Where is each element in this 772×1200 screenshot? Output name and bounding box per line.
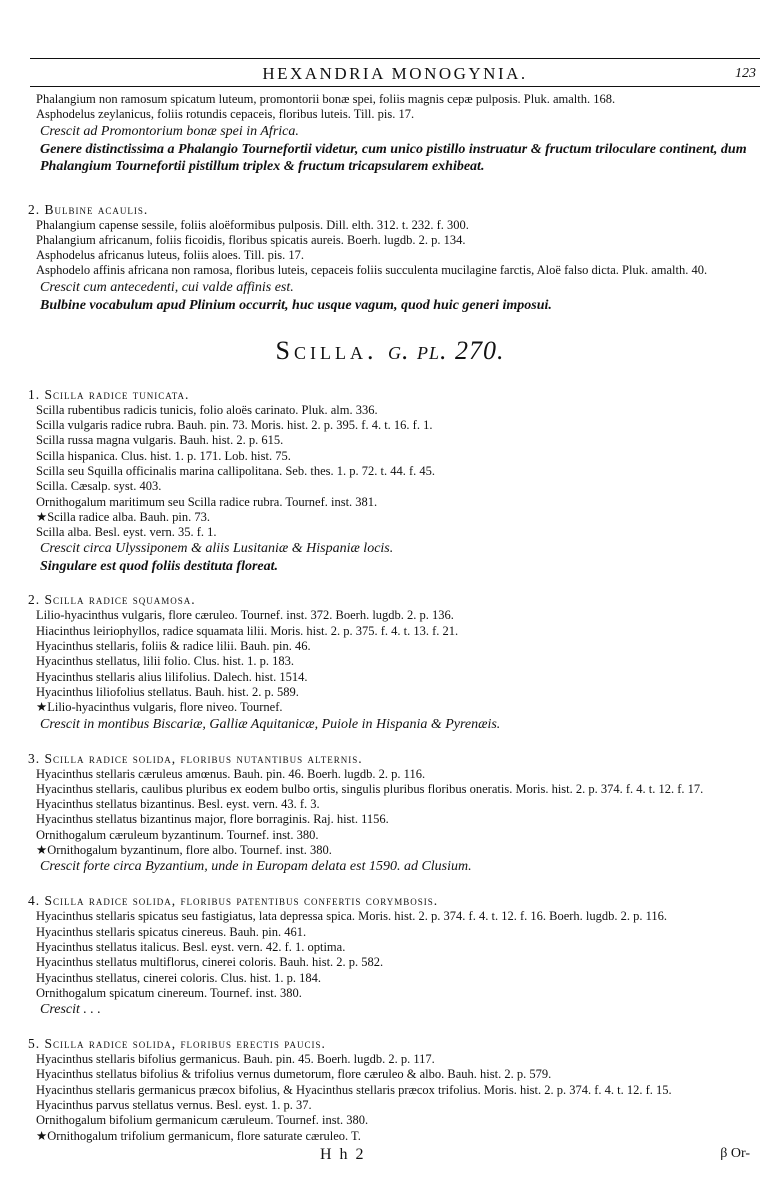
synonym-line: Asphodelus africanus luteus, foliis aloes. Till. pis. 17.: [36, 248, 305, 263]
entry-heading: 5. Scilla radice solida, floribus erectis paucis.: [28, 1036, 326, 1052]
synonym-line: Scilla russa magna vulgaris. Bauh. hist. 2. p. 615.: [36, 433, 284, 448]
synonym-line: Hyacinthus stellaris bifolius germanicus. Bauh. pin. 45. Boerh. lugdb. 2. p. 117.: [36, 1052, 435, 1067]
synonym-line: Scilla vulgaris radice rubra. Bauh. pin. 73. Moris. hist. 2. p. 395. f. 4. t. 16. f. 1.: [36, 418, 433, 433]
entry-heading: 2. Scilla radice squamosa.: [28, 592, 196, 608]
synonym-line: Hyacinthus liliofolius stellatus. Bauh. hist. 2. p. 589.: [36, 684, 299, 699]
note-line: Singulare est quod foliis destituta floreat.: [40, 559, 279, 575]
habitat-line: Crescit ad Promontorium bonæ spei in Africa.: [40, 123, 299, 139]
synonym-line: Phalangium capense sessile, foliis aloëformibus pulposis. Dill. elth. 312. t. 232. f. 300.: [36, 217, 469, 232]
synonym-line: Hyacinthus stellatus, lilii folio. Clus. hist. 1. p. 183.: [36, 654, 294, 669]
entry-bulbine: [30, 201, 750, 314]
entry-scilla-2: [30, 591, 750, 733]
synonym-line: Asphodelus zeylanicus, foliis rotundis cepaceis, floribus luteis. Till. pis. 17.: [36, 107, 415, 122]
entry-scilla-1: [30, 386, 750, 576]
synonym-line: ★Ornithogalum trifolium germanicum, flore saturate cæruleo. T.: [36, 1128, 361, 1143]
note-line: Bulbine vocabulum apud Plinium occurrit, huc usque vagum, quod huic generi imposui.: [40, 297, 552, 313]
habitat-line: Crescit in montibus Biscariæ, Galliæ Aquitanicæ, Puiole in Hispania & Pyrenæis.: [40, 716, 501, 732]
synonym-line: Phalangium africanum, foliis ficoidis, floribus spicatis aureis. Boerh. lugdb. 2. p. 134.: [36, 232, 466, 247]
synonym-line: Hyacinthus stellaris, foliis & radice lilii. Bauh. pin. 46.: [36, 639, 311, 654]
synonym-line: Ornithogalum spicatum cinereum. Tournef. inst. 380.: [36, 985, 302, 1000]
page-number: 123: [735, 66, 756, 81]
synonym-line: Ornithogalum cæruleum byzantinum. Tournef. inst. 380.: [36, 827, 319, 842]
page-header: [30, 60, 760, 87]
synonym-line: Lilio-hyacinthus vulgaris, flore cæruleo. Tournef. inst. 372. Boerh. lugdb. 2. p. 136.: [36, 608, 454, 623]
header-top-rule: [30, 58, 760, 59]
synonym-line: ★Ornithogalum byzantinum, flore albo. Tournef. inst. 380.: [36, 843, 332, 858]
synonym-line: Phalangium non ramosum spicatum luteum, promontorii bonæ spei, foliis magnis cepæ pulposis. Pluk. amalth. 168.: [36, 92, 616, 106]
synonym-line: Hyacinthus stellaris germanicus præcox bifolius, & Hyacinthus stellaris præcox trifolius. Moris. hist. 2. p. 374. f. 4. t. 12. f. 15.: [36, 1082, 672, 1097]
entry-scilla-5: [30, 1035, 750, 1144]
synonym-line: ★Scilla radice alba. Bauh. pin. 73.: [36, 509, 211, 524]
synonym-line: Hyacinthus stellaris, caulibus pluribus ex eodem bulbo ortis, singulis pluribus floribus oneratis. Moris. hist. 2. p. 374. f. 4. t. 12. f. 17.: [36, 781, 704, 796]
running-head: HEXANDRIA MONOGYNIA.: [262, 64, 528, 83]
synonym-line: Scilla. Cæsalp. syst. 403.: [36, 479, 162, 494]
entry-heading: 4. Scilla radice solida, floribus patentibus confertis corymbosis.: [28, 893, 439, 909]
synonym-line: Hyacinthus stellaris alius lilifolius. Dalech. hist. 1514.: [36, 669, 308, 684]
synonym-line: Hyacinthus parvus stellatus vernus. Besl. eyst. 1. p. 37.: [36, 1097, 312, 1112]
habitat-line: Crescit . . .: [40, 1002, 101, 1018]
synonym-line: ★Lilio-hyacinthus vulgaris, flore niveo. Tournef.: [36, 700, 283, 715]
synonym-line: Scilla alba. Besl. eyst. vern. 35. f. 1.: [36, 525, 217, 540]
habitat-line: Crescit forte circa Byzantium, unde in Europam delata est 1590. ad Clusium.: [40, 859, 472, 875]
page-content: [30, 92, 750, 1144]
signature-mark: H h 2: [320, 1146, 366, 1163]
genus-title: [30, 336, 750, 366]
synonym-line: Hyacinthus stellatus bizantinus. Besl. eyst. vern. 43. f. 3.: [36, 797, 320, 812]
synonym-line: Scilla hispanica. Clus. hist. 1. p. 171. Lob. hist. 75.: [36, 448, 291, 463]
note-line: Genere distinctissima a Phalangio Tournefortii videtur, cum unico pistillo instruatur & fructum triloculare continent, dum Phalangium Tournefortii pistillum triplex & fructum tricapsularem exhibeat.: [40, 141, 747, 174]
entry-heading: 3. Scilla radice solida, floribus nutantibus alternis.: [28, 750, 363, 766]
habitat-line: Crescit circa Ulyssiponem & aliis Lusitaniæ & Hispaniæ locis.: [40, 541, 394, 557]
synonym-line: Scilla rubentibus radicis tunicis, folio aloës carinato. Pluk. alm. 336.: [36, 402, 378, 417]
synonym-line: Ornithogalum maritimum seu Scilla radice rubra. Tournef. inst. 381.: [36, 494, 378, 509]
entry-heading: 2. Bulbine acaulis.: [28, 201, 149, 217]
catchword: β Or-: [720, 1146, 750, 1161]
synonym-line: Scilla seu Squilla officinalis marina callipolitana. Seb. thes. 1. p. 72. t. 44. f. 45.: [36, 463, 436, 478]
synonym-line: Hyacinthus stellatus bifolius & trifolius vernus dumetorum, flore cæruleo & albo. Bauh. hist. 2. p. 579.: [36, 1067, 552, 1082]
synonym-line: Hyacinthus stellaris spicatus seu fastigiatus, lata depressa spica. Moris. hist. 2. p. 374. f. 4. t. 12. f. 16. Boerh. lugdb. 2. p. 116.: [36, 909, 668, 924]
entry-scilla-3: [30, 750, 750, 877]
habitat-line: Crescit cum antecedenti, cui valde affinis est.: [40, 279, 294, 295]
synonym-line: Hiacinthus leiriophyllos, radice squamata lilii. Moris. hist. 2. p. 375. f. 4. t. 13. f. 21.: [36, 623, 459, 638]
synonym-line: Hyacinthus stellaris spicatus cinereus. Bauh. pin. 461.: [36, 924, 307, 939]
genus-name: Scilla.: [275, 335, 378, 365]
synonym-line: Hyacinthus stellatus multiflorus, cinerei coloris. Bauh. hist. 2. p. 582.: [36, 955, 384, 970]
entry-scilla-4: [30, 892, 750, 1019]
synonym-line: Hyacinthus stellatus, cinerei coloris. Clus. hist. 1. p. 184.: [36, 970, 322, 985]
synonym-line: Asphodelo affinis africana non ramosa, floribus luteis, cepaceis foliis succulenta mucilagine farctis, Aloë falso dicta. Pluk. amalth. 40.: [36, 263, 708, 278]
synonym-line: Hyacinthus stellatus italicus. Besl. eyst. vern. 42. f. 1. optima.: [36, 939, 346, 954]
synonym-line: Hyacinthus stellatus bizantinus major, flore borraginis. Raj. hist. 1156.: [36, 812, 389, 827]
entry-heading: 1. Scilla radice tunicata.: [28, 386, 190, 402]
entry-continued: [30, 92, 750, 175]
genus-reference: g. pl. 270.: [387, 335, 505, 365]
page-footer: [30, 1146, 760, 1170]
synonym-line: Ornithogalum bifolium germanicum cæruleum. Tournef. inst. 380.: [36, 1113, 369, 1128]
synonym-line: Hyacinthus stellaris cæruleus amœnus. Bauh. pin. 46. Boerh. lugdb. 2. p. 116.: [36, 766, 426, 781]
